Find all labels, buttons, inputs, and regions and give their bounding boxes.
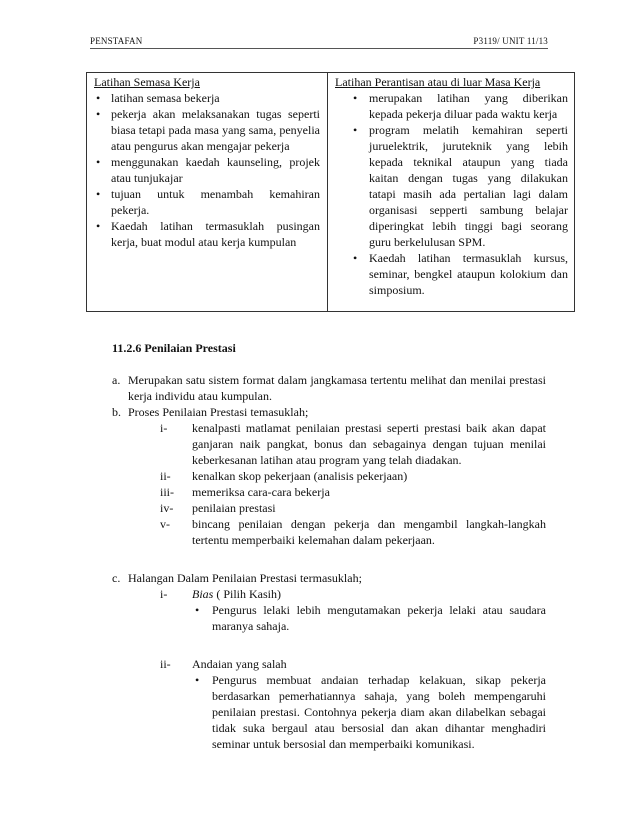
table-column-left (87, 73, 328, 311)
sub-marker: iii- (160, 485, 174, 499)
sub-item (112, 468, 546, 484)
section-title: 11.2.6 Penilaian Prestasi (112, 341, 236, 355)
section-content (112, 340, 546, 752)
sub-item (112, 586, 546, 602)
header-left-label: PENSTAFAN (90, 36, 143, 46)
sub-text: kenalpasti matlamat penilaian prestasi seperti prestasi baik akan dapat ganjaran naik pangkat, bonus dan sebagainya dengan tujuan menilai keberkesanan latihan atau program yang telah diadakan. (192, 421, 546, 467)
bullet-text: Pengurus membuat andaian terhadap kelakuan, sikap pekerja berdasarkan pemerhatiannya sahaja, yang boleh mempengaruhi penilaian prestasi. Contohnya pekerja diam akan dilabelkan sebagai tidak suka bergaul atau bersosial dan akan dihantar menghadiri seminar untuk bersosial dan memperbaiki komunikasi. (212, 673, 546, 751)
sub-item (112, 656, 546, 672)
sub-item (112, 516, 546, 548)
list-item: • pekerja akan melaksanakan tugas seperti biasa tetapi pada masa yang sama, penyelia atau pengurus akan mengajar pekerja (94, 106, 320, 154)
column-title-right: Latihan Perantisan atau di luar Masa Kerja (335, 75, 541, 89)
page-header (90, 36, 548, 49)
list-item: • Kaedah latihan termasuklah kursus, seminar, bengkel ataupun kolokium dan simposium. (335, 250, 568, 298)
sub-marker: iv- (160, 501, 174, 515)
sub-text: memeriksa cara-cara bekerja (192, 485, 330, 499)
sub-title-italic: Bias (192, 587, 214, 601)
sub-marker: ii- (160, 657, 171, 671)
list-item: • tujuan untuk menambah kemahiran pekerja. (94, 186, 320, 218)
list-marker: b. (112, 405, 121, 419)
bullet-item (112, 602, 546, 634)
table-column-right (328, 73, 574, 311)
paragraph-text: Proses Penilaian Prestasi temasuklah; (128, 405, 309, 419)
sub-text: bincang penilaian dengan pekerja dan mengambil langkah-langkah tertentu memperbaiki kelemahan dalam pekerjaan. (192, 517, 546, 547)
paragraph-c (112, 570, 546, 586)
column-title-left: Latihan Semasa Kerja (94, 75, 200, 89)
list-marker: a. (112, 373, 121, 387)
header-right-label: P3119/ UNIT 11/13 (473, 36, 548, 46)
sub-marker: ii- (160, 469, 171, 483)
bullet-item (112, 672, 546, 752)
paragraph-a (112, 372, 546, 404)
list-item: • program melatih kemahiran seperti juruelektrik, juruteknik yang lebih kepada teknikal ataupun yang tiada kaitan dengan tugas yang dilakukan tatapi masih ada pertalian lagi dalam organisasi sepperti sambung belajar diperingkat lebih tinggi bagi seorang guru berkelulusan SPM. (335, 122, 568, 250)
paragraph-b (112, 404, 546, 420)
list-item: • Kaedah latihan termasuklah pusingan kerja, buat modul atau kerja kumpulan (94, 218, 320, 250)
bullet-text: Pengurus lelaki lebih mengutamakan pekerja lelaki atau saudara maranya sahaja. (212, 603, 546, 633)
list-item: • menggunakan kaedah kaunseling, projek atau tunjukajar (94, 154, 320, 186)
paragraph-text: Merupakan satu sistem format dalam jangkamasa tertentu melihat dan menilai prestasi kerja individu atau kumpulan. (128, 373, 546, 403)
list-marker: c. (112, 571, 121, 585)
left-bullet-list (94, 90, 320, 250)
sub-item (112, 500, 546, 516)
sub-marker: i- (160, 421, 168, 435)
paragraph-text: Halangan Dalam Penilaian Prestasi termasuklah; (128, 571, 362, 585)
sub-title: Andaian yang salah (192, 657, 287, 671)
sub-text: kenalkan skop pekerjaan (analisis pekerjaan) (192, 469, 408, 483)
sub-item (112, 484, 546, 500)
list-item: • merupakan latihan yang diberikan kepada pekerja diluar pada waktu kerja (335, 90, 568, 122)
sub-title-rest: ( Pilih Kasih) (213, 587, 282, 601)
comparison-table (86, 72, 575, 312)
sub-item (112, 420, 546, 468)
list-item: • latihan semasa bekerja (94, 90, 320, 106)
bullet-icon: • (195, 673, 200, 687)
sub-text: penilaian prestasi (192, 501, 276, 515)
sub-marker: i- (160, 587, 168, 601)
right-bullet-list (335, 90, 568, 298)
sub-marker: v- (160, 517, 170, 531)
bullet-icon: • (195, 603, 200, 617)
